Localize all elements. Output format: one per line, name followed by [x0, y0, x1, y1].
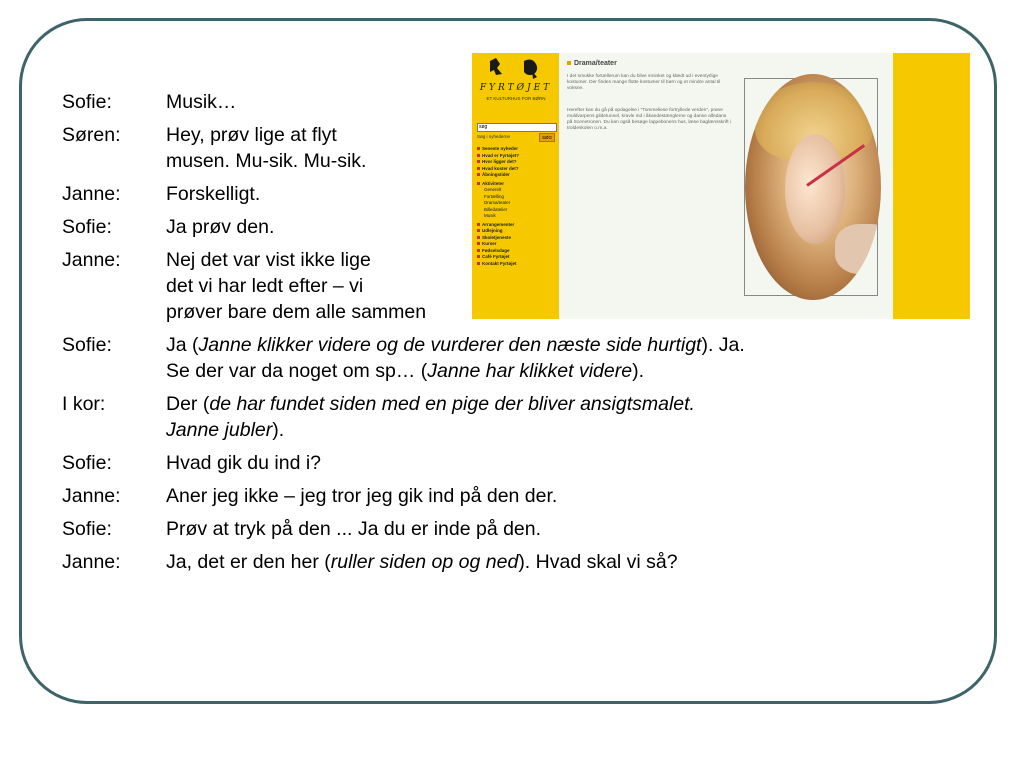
utterance-text: Ja (: [166, 334, 199, 356]
menu-item-label: Generelt: [484, 187, 502, 192]
speaker-label: Sofie:: [62, 452, 112, 474]
page-title-text: Drama/teater: [574, 60, 617, 67]
menu-item-label: Fortælling: [484, 193, 505, 199]
dialogue-line: [62, 391, 962, 443]
utterance-text: musen. Mu-sik. Mu-sik.: [166, 150, 367, 172]
menu-item-label: Musik: [484, 213, 496, 218]
stage-direction: Janne har klikket videre: [427, 360, 633, 382]
utterance-line: [166, 516, 962, 542]
menu-item-label: Hvad er Fyrtøjet?: [482, 152, 520, 158]
speaker-label: Sofie:: [62, 91, 112, 113]
menu-bullet-icon: [477, 242, 480, 245]
menu-bullet-icon: [477, 173, 480, 176]
face-painting-photo: [745, 74, 881, 300]
search-input-value: søg: [479, 124, 488, 130]
utterance-text: Aner jeg ikke – jeg tror jeg gik ind på den der.: [166, 485, 558, 507]
menu-bullet-icon: [477, 167, 480, 170]
utterance-line: [166, 450, 962, 476]
search-button[interactable]: SØG: [539, 133, 555, 142]
menu-item-label: Kurser: [482, 241, 497, 246]
bullet-icon: [567, 61, 571, 65]
menu-item-label: Skoletjeneste: [482, 234, 512, 240]
website-logo-subtitle: ET KULTURHUS FOR BØRN: [486, 96, 546, 101]
content-paragraph-2: Herefter kan du gå på opdagelse i "Tommeliese fortryllede verden", prøve muldvarpens gildetunnel, kravle ind i åkandestænglerne og danse alfedans på Scenetronen. Du kan også besøge lappebonens hus, læse baglænsskrift i troldeskolen o.m.a.: [567, 108, 731, 131]
utterance-line: [166, 417, 962, 443]
utterance-text: Der (: [166, 393, 210, 415]
dialogue-line: [62, 450, 962, 476]
speaker-label: Janne:: [62, 485, 121, 507]
utterance-text: ). Ja.: [701, 334, 745, 356]
website-logo[interactable]: FYRTØJET: [479, 83, 553, 93]
menu-item-label: Drama/teater: [484, 200, 511, 205]
utterance-line: [166, 391, 962, 417]
utterance-text: Hvad gik du ind i?: [166, 452, 322, 474]
utterance-text: Forskelligt.: [166, 183, 261, 205]
stage-direction: ruller siden op og ned: [330, 551, 519, 573]
speaker-label: I kor:: [62, 393, 106, 415]
speaker-label: Janne:: [62, 249, 121, 271]
utterance-text: Se der var da noget om sp… (: [166, 360, 428, 382]
dialogue-line: [62, 483, 962, 509]
menu-item-label: Åbningstider: [482, 172, 510, 177]
dialogue-line: [62, 332, 962, 384]
utterance-line: [166, 549, 962, 575]
menu-item-label: Billedatelier: [484, 206, 508, 212]
speaker-label: Sofie:: [62, 334, 112, 356]
menu-item-label: Café Fyrtøjet: [482, 254, 510, 259]
search-row: [477, 133, 555, 141]
page-title: [567, 60, 617, 67]
stage-direction: de har fundet siden med en pige der bliver ansigtsmalet.: [209, 393, 695, 415]
speaker-label: Sofie:: [62, 518, 112, 540]
utterance-line: [166, 332, 962, 358]
photo-face: [785, 134, 845, 244]
stage-direction: Janne klikker videre og de vurderer den næste side hurtigt: [198, 334, 702, 356]
content-paragraph-1: I det smukke fortællerum kan du blive sminket og klædt ud i eventyrlige kostumer. Der findes mange flotte kostumer til børn og et mindre antal til voksne.: [567, 74, 721, 91]
menu-bullet-icon: [477, 262, 480, 265]
utterance-line: [166, 483, 962, 509]
dialogue-line: [62, 549, 962, 575]
speaker-label: Sofie:: [62, 216, 112, 238]
stage-direction: Janne jubler: [166, 419, 273, 441]
utterance-text: Ja, det er den her (: [166, 551, 331, 573]
logo-figures-icon: [472, 55, 559, 85]
utterance-text: Musik…: [166, 91, 237, 113]
menu-bullet-icon: [477, 249, 480, 252]
website-menu: [477, 146, 557, 267]
utterance-text: ). Hvad skal vi så?: [518, 551, 678, 573]
speaker-label: Janne:: [62, 551, 121, 573]
utterance-text: Prøv at tryk på den ... Ja du er inde på den.: [166, 518, 542, 540]
menu-bullet-icon: [477, 236, 480, 239]
menu-bullet-icon: [477, 229, 480, 232]
utterance-text: prøver bare dem alle sammen: [166, 301, 427, 323]
menu-bullet-icon: [477, 147, 480, 150]
menu-item-label: Arrangementer: [482, 221, 515, 227]
dialogue-line: [62, 516, 962, 542]
website-left-sidebar: [472, 53, 559, 319]
menu-bullet-icon: [477, 160, 480, 163]
utterance-text: ).: [272, 419, 285, 441]
website-right-sidebar: [893, 53, 970, 319]
menu-bullet-icon: [477, 182, 480, 185]
utterance-text: ).: [632, 360, 644, 382]
menu-item-label: Kontakt Fyrtøjet: [482, 260, 517, 266]
website-content: [559, 53, 893, 319]
menu-item-label: Fødselsdage: [482, 247, 510, 253]
menu-item-label: Aktiviteter: [482, 180, 505, 186]
menu-bullet-icon: [477, 154, 480, 157]
search-hint: Søg i nyhederne: [477, 134, 511, 139]
website-menu-item[interactable]: [477, 213, 557, 220]
menu-bullet-icon: [477, 255, 480, 258]
website-menu-item[interactable]: [477, 261, 557, 268]
menu-item-label: Udlejning: [482, 228, 503, 233]
utterance-text: Hey, prøv lige at flyt: [166, 124, 337, 146]
speaker-label: Janne:: [62, 183, 121, 205]
menu-item-label: Hvad koster det?: [482, 165, 519, 171]
website-search-input[interactable]: [477, 123, 557, 132]
menu-item-label: Hvor ligger det?: [482, 159, 517, 164]
website-screenshot: [472, 53, 970, 319]
utterance-text: Nej det var vist ikke lige: [166, 249, 371, 271]
utterance-text: Ja prøv den.: [166, 216, 275, 238]
speaker-label: Søren:: [62, 124, 121, 146]
utterance-line: [166, 358, 962, 384]
utterance-text: det vi har ledt efter – vi: [166, 275, 364, 297]
menu-bullet-icon: [477, 223, 480, 226]
website-menu-item[interactable]: [477, 172, 557, 179]
menu-item-label: Seneste nyheder: [482, 146, 519, 151]
photo-hand: [835, 224, 881, 274]
